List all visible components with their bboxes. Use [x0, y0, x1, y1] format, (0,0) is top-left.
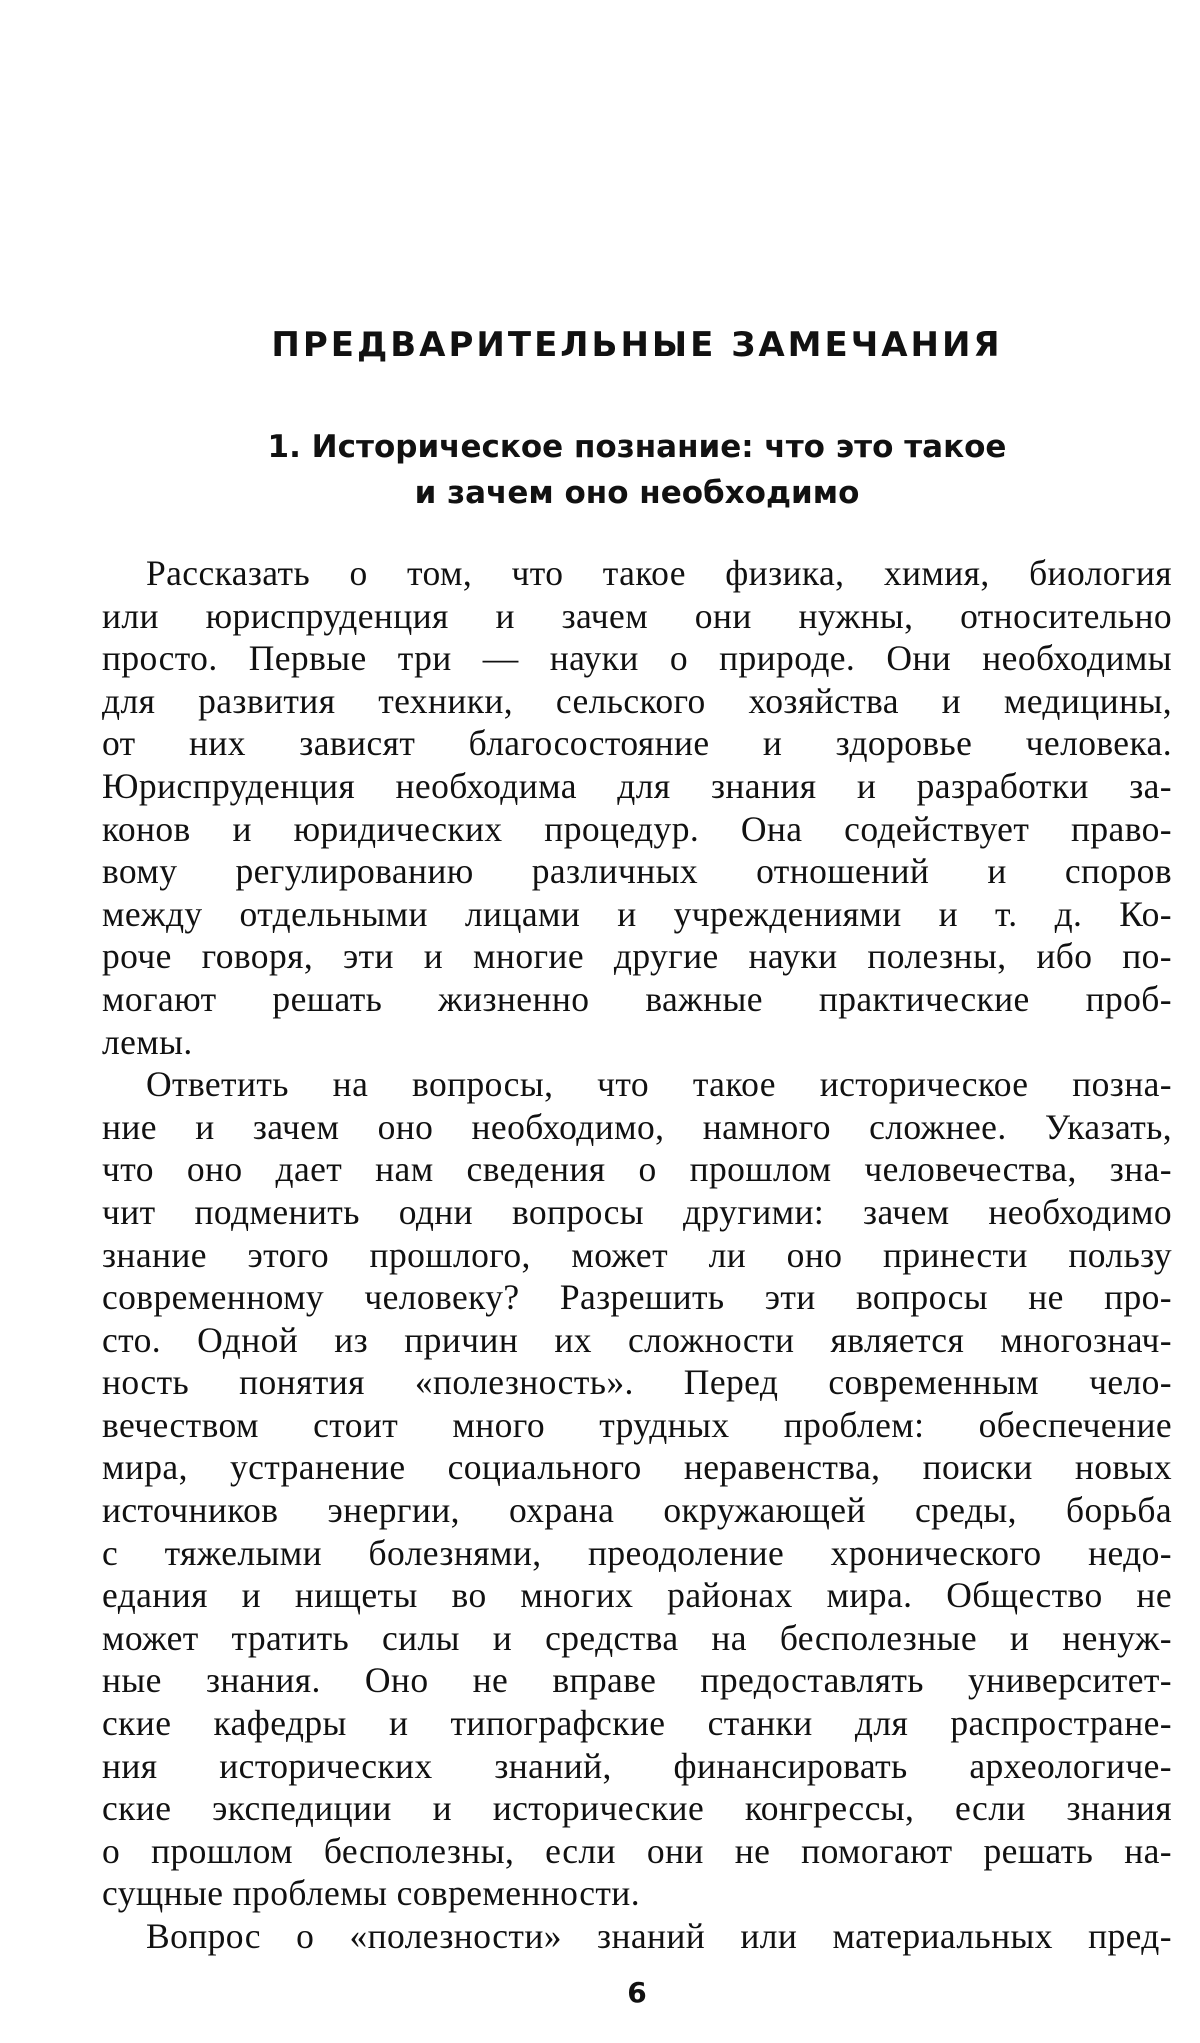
text-line: ние и зачем оно необходимо, намного сложнее. Указать,	[102, 1106, 1172, 1147]
text-line: едания и нищеты во многих районах мира. Общество не	[102, 1575, 1172, 1616]
section-title-line: и зачем оно необходимо	[414, 475, 860, 511]
text-line: о прошлом бесполезны, если они не помогают решать на-	[102, 1830, 1172, 1871]
text-line: ния исторических знаний, финансировать археологиче-	[102, 1745, 1172, 1786]
text-line: просто. Первые три — науки о природе. Они необходимы	[102, 638, 1172, 679]
text-line: чит подменить одни вопросы другими: зачем необходимо	[102, 1191, 1172, 1232]
text-line: или юриспруденция и зачем они нужны, относительно	[102, 595, 1172, 636]
text-line: конов и юридических процедур. Она содействует право-	[102, 808, 1172, 849]
text-line: ность понятия «полезность». Перед современным чело-	[102, 1362, 1172, 1403]
text-line: для развития техники, сельского хозяйства и медицины,	[102, 680, 1172, 721]
text-line: вечеством стоит много трудных проблем: обеспечение	[102, 1404, 1172, 1445]
text-line: Юриспруденция необходима для знания и разработки за-	[102, 765, 1172, 806]
chapter-title: ПРЕДВАРИТЕЛЬНЫЕ ЗАМЕЧАНИЯ	[271, 325, 1003, 365]
text-line: что оно дает нам сведения о прошлом человечества, зна-	[102, 1149, 1172, 1190]
page-number: 6	[627, 1976, 647, 2009]
text-line: сто. Одной из причин их сложности является многознач-	[102, 1319, 1172, 1360]
text-line: современному человеку? Разрешить эти вопросы не про-	[102, 1277, 1172, 1318]
text-line: от них зависят благосостояние и здоровье человека.	[102, 723, 1172, 764]
section-title	[102, 424, 1172, 516]
text-line: роче говоря, эти и многие другие науки полезны, ибо по-	[102, 936, 1172, 977]
paragraph	[102, 552, 1172, 1063]
text-line: источников энергии, охрана окружающей среды, борьба	[102, 1490, 1172, 1531]
paragraph	[102, 1915, 1172, 1958]
body-text	[102, 552, 1172, 1958]
text-line: Вопрос о «полезности» знаний или материальных пред-	[146, 1916, 1172, 1956]
text-line: ские экспедиции и исторические конгрессы, если знания	[102, 1788, 1172, 1829]
text-line: сущные проблемы современности.	[102, 1873, 640, 1914]
text-line: ные знания. Оно не вправе предоставлять университет-	[102, 1660, 1172, 1701]
paragraph	[102, 1063, 1172, 1915]
text-line: мира, устранение социального неравенства, поиски новых	[102, 1447, 1172, 1488]
text-line: вому регулированию различных отношений и споров	[102, 851, 1172, 892]
book-page	[102, 0, 1172, 2043]
text-line: между отдельными лицами и учреждениями и т. д. Ко-	[102, 893, 1172, 934]
text-line: лемы.	[102, 1021, 193, 1062]
text-line: Ответить на вопросы, что такое историческое позна-	[146, 1064, 1172, 1105]
text-line: Рассказать о том, что такое физика, химия, биология	[146, 553, 1172, 593]
text-line: могают решать жизненно важные практические проб-	[102, 978, 1172, 1019]
section-title-line: 1. Историческое познание: что это такое	[267, 429, 1007, 465]
text-line: с тяжелыми болезнями, преодоление хронического недо-	[102, 1532, 1172, 1573]
text-line: может тратить силы и средства на бесполезные и ненуж-	[102, 1617, 1172, 1658]
text-line: ские кафедры и типографские станки для распростране-	[102, 1703, 1172, 1744]
text-line: знание этого прошлого, может ли оно принести пользу	[102, 1234, 1172, 1275]
